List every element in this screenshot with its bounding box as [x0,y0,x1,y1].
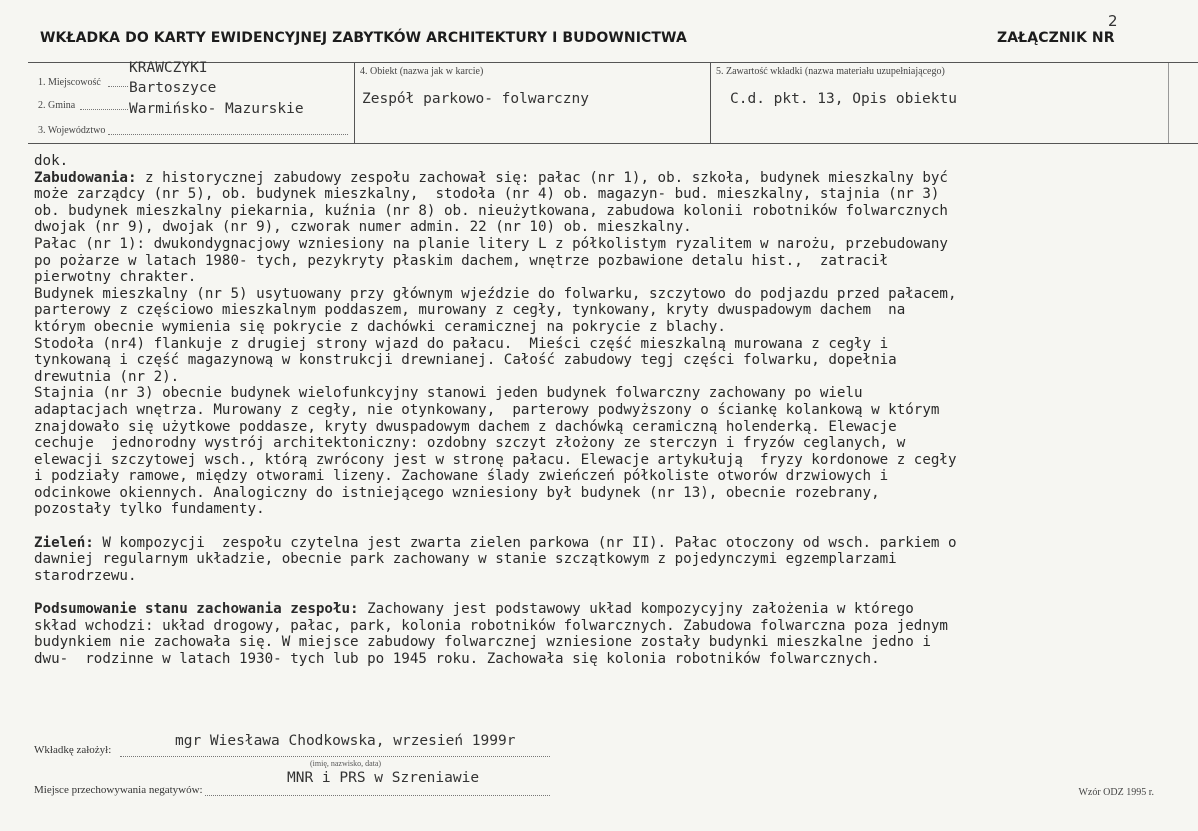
paragraph-zabudowania [34,170,1174,236]
text-zabudowania: z historycznej zabudowy zespołu zachował się: pałac (nr 1), ob. szkoła, budynek mieszkalny być może zarządcy (nr 5), ob. budynek mieszkalny, stodoła (nr 4) ob. magazyn- bud. mieszkalny, stajnia (nr 3) ob. budynek mieszkalny piekarnia, kuźnia (nr 8) ob. nieużytkowana, zabudowa kolonii robotników folwarcznych dwojak (nr 9), dwojak (nr 9), czworak numer admin. 22 (nr 10) ob. mieszkalny. [34,169,948,236]
storage-label: Miejsce przechowywania negatywów: [34,784,203,796]
wojewodztwo-label: 3. Województwo [38,125,106,136]
heading-podsumowanie: Podsumowanie stanu zachowania zespołu: [34,601,359,618]
wojewodztwo-value: Warmińsko- Mazurskie [129,101,304,117]
paragraph-zielen [34,535,1174,585]
gmina-value: Bartoszyce [129,80,217,96]
form-pattern-label: Wzór ODZ 1995 r. [1078,787,1154,798]
column-divider [710,63,711,143]
zawartosc-value: C.d. pkt. 13, Opis obiektu [730,91,957,107]
dotted-line [120,756,550,757]
miejscowosc-value: KRAWCZYKI [129,60,208,76]
description-body [34,153,1174,667]
header-fields-table [28,62,1198,144]
form-title: WKŁADKA DO KARTY EWIDENCYJNEJ ZABYTKÓW ARCHITEKTURY I BUDOWNICTWA [40,30,687,46]
column-divider [354,63,355,143]
miejscowosc-label: 1. Miejscowość [38,77,101,88]
heading-zabudowania: Zabudowania: [34,169,137,186]
annex-label: ZAŁĄCZNIK NR [997,30,1115,46]
paragraph-stodola: Stodoła (nr4) flankuje z drugiej strony wjazd do pałacu. Mieści część mieszkalną murowana z cegły i tynkowaną i część magazynową w konstrukcji drewnianej. Całość zabudowy tegj części folwarku, dopełnia drewutnia (nr 2). [34,335,897,385]
gmina-label: 2. Gmina [38,100,76,111]
dotted-line [108,134,348,135]
dotted-line [205,795,550,796]
paragraph-budynek: Budynek mieszkalny (nr 5) usytuowany przy głównym wjeździe do folwarku, szczytowo do podjazdu przed pałacem, parterowy z częściowo mieszkalnym poddaszem, murowany z cegły, tynkowany, kryty dwuspadowym dachem na którym obecnie wymienia się pokrycie z dachówki ceramicznej na pokrycie z blachy. [34,285,957,335]
paragraph-podsumowanie [34,601,1174,667]
prepared-value: mgr Wiesława Chodkowska, wrzesień 1999r [175,733,516,749]
obiekt-label: 4. Obiekt (nazwa jak w karcie) [360,66,484,77]
text-podsumowanie: Zachowany jest podstawowy układ kompozycyjny założenia w którego skład wchodzi: układ drogowy, pałac, park, kolonia robotników folwarcznych. Zabudowa folwarczna poza jednym budynkiem nie zachowała się. W miejsce zabudowy folwarcznej wzniesione zostały budynki mieszkalne jedno i dwu- rodzinne w latach 1930- tych lub po 1945 roku. Zachowała się kolonia robotników folwarcznych. [34,601,948,667]
paragraph-palac: Pałac (nr 1): dwukondygnacjowy wzniesiony na planie litery L z półkolistym ryzalitem w narożu, przebudowany po pożarze w latach 1980- tych, pezykryty płaskim dachem, wnętrze pozbawione detalu hist., zatracił pierwotny chrakter. [34,235,948,286]
paragraph-stajnia: Stajnia (nr 3) obecnie budynek wielofunkcyjny stanowi jeden budynek folwarczny zachowany po wielu adaptacjach wnętrza. Murowany z cegły, nie otynkowany, parterowy podwyższony o ściankę kolankową w którym znajdowało się użytkowe poddasze, kryty dwuspadowym dachem z dachówką ceramiczną holenderką. Elewacje cechuje jednorodny wystrój architektoniczny: ozdobny szczyt złożony ze sterczyn i fryzów ceglanych, w elewacji szczytowej wsch., którą zwrócony jest w stronę pałacu. Elewacje artykułują fryzy kordonowe z cegły i podziały ramowe, między otworami lizeny. Zachowane ślady zwieńczeń półkoliste otworów drzwiowych i odcinkowe okiennych. Analogiczny do istniejącego wzniesiony był budynek (nr 13), obecnie rozebrany, pozostały tylko fundamenty. [34,385,957,518]
column-divider [1168,63,1169,143]
text-zielen: W kompozycji zespołu czytelna jest zwarta zielen parkowa (nr II). Pałac otoczony od wsch. parkiem o dawniej regularnym układzie, obecnie park zachowany w stanie szczątkowym z pojedynczymi egzemplarzami starodrzewu. [34,534,957,584]
page-number: 2 [1108,12,1118,30]
zawartosc-label: 5. Zawartość wkładki (nazwa materiału uzupełniającego) [716,66,945,77]
name-date-hint: (imię, nazwisko, data) [310,759,382,768]
dotted-line [80,109,128,110]
prepared-label: Wkładkę założył: [34,744,112,756]
obiekt-value: Zespół parkowo- folwarczny [362,91,589,107]
line-dok: dok. [34,153,69,169]
storage-value: MNR i PRS w Szreniawie [287,770,480,786]
heading-zielen: Zieleń: [34,534,94,551]
dotted-line [108,86,128,87]
